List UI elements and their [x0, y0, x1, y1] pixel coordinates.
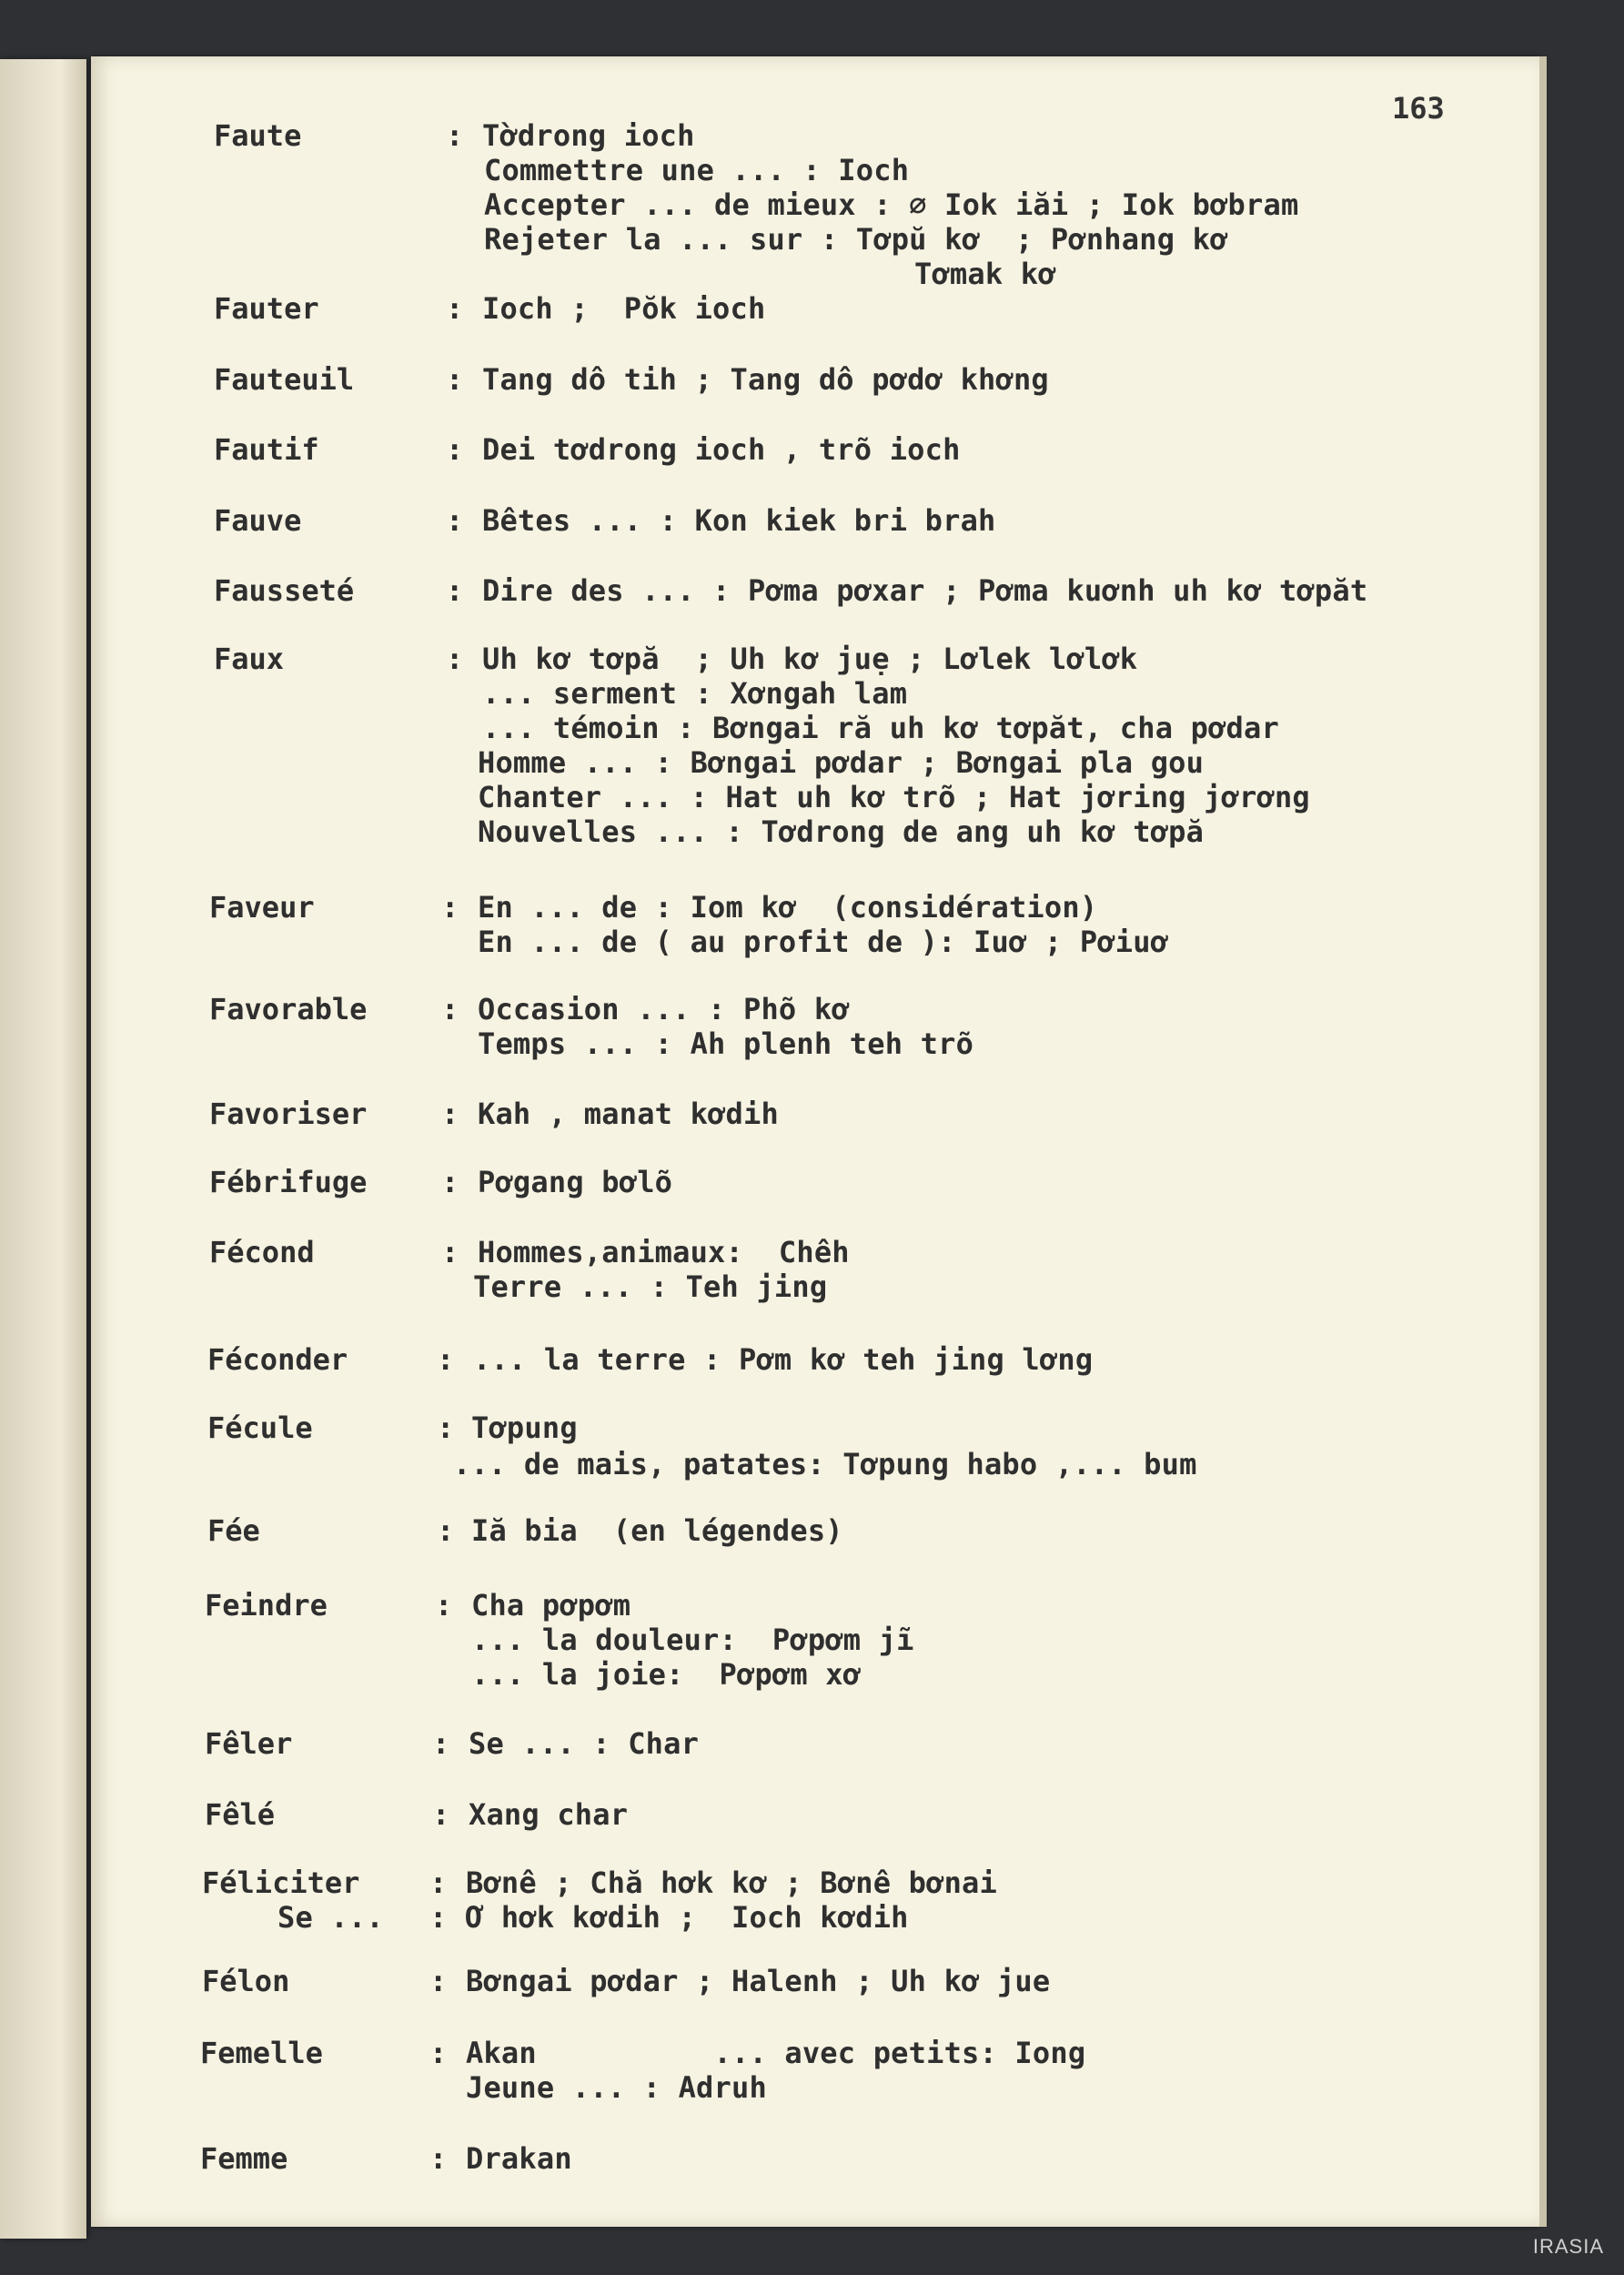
headword: Fécond	[209, 1235, 315, 1269]
watermark: IRASIA	[1532, 2235, 1604, 2258]
headword: Fécule	[207, 1410, 313, 1445]
definition-line: Tơmak kơ	[914, 257, 1056, 291]
definition-line: Bơnê ; Chă hơk kơ ; Bơnê bơnai	[466, 1866, 997, 1900]
definition-line: Tơpung	[471, 1410, 578, 1445]
sub-headword: Se ...	[277, 1900, 384, 1935]
definition-line: ... la terre : Pơm kơ teh jing lơng	[473, 1342, 1094, 1377]
definition-line: Bơngai pơdar ; Halenh ; Uh kơ jue	[466, 1964, 1051, 1998]
definition-line: Nouvelles ... : Tơdrong de ang uh kơ tơpă	[478, 814, 1205, 849]
headword: Fêlé	[205, 1797, 276, 1832]
definition-line: Temps ... : Ah plenh teh trõ	[478, 1026, 974, 1061]
colon: :	[429, 1866, 448, 1900]
colon: :	[437, 1342, 455, 1377]
definition-line: En ... de ( au profit de ): Iuơ ; Pơiuơ	[478, 925, 1169, 959]
headword: Faveur	[209, 890, 315, 925]
colon: :	[432, 1797, 450, 1832]
definition-line: Iă bia (en légendes)	[471, 1513, 843, 1548]
definition-line: En ... de : Iom kơ (considération)	[478, 890, 1098, 925]
colon: :	[429, 2141, 448, 2176]
definition-line: ... la douleur: Pơpơm jĩ	[471, 1623, 914, 1657]
definition-line: Dire des ... : Pơma pơxar ; Pơma kuơnh uh kơ tơpăt	[482, 573, 1368, 608]
headword: Fée	[207, 1513, 260, 1548]
definition-line: Cha pơpơm	[471, 1588, 631, 1623]
colon: :	[429, 1900, 448, 1935]
definition-line: Dei tơdrong ioch , trõ ioch	[482, 432, 961, 467]
colon: :	[441, 1097, 459, 1131]
definition-line: ... de mais, patates: Tơpung habo ,... bum	[453, 1447, 1197, 1481]
colon: :	[446, 291, 464, 326]
definition-line: Uh kơ tơpă ; Uh kơ juẹ ; Lơlek lơlơk	[482, 642, 1138, 676]
definition-line: ... témoin : Bơngai ră uh kơ tơpăt, cha pơdar	[482, 711, 1279, 745]
headword: Fêler	[205, 1726, 293, 1761]
page-side-edge	[1539, 56, 1547, 2227]
definition-line: Chanter ... : Hat uh kơ trõ ; Hat jơring jơrơng	[478, 780, 1310, 814]
colon: :	[441, 1235, 459, 1269]
headword: Faute	[214, 118, 302, 153]
colon: :	[441, 890, 459, 925]
definition-line: Pơgang bơlõ	[478, 1165, 673, 1199]
headword: Favoriser	[209, 1097, 368, 1131]
definition-line: Homme ... : Bơngai pơdar ; Bơngai pla gou	[478, 745, 1205, 780]
definition-line: Hommes,animaux: Chêh	[478, 1235, 850, 1269]
colon: :	[446, 503, 464, 538]
headword: Fébrifuge	[209, 1165, 368, 1199]
headword: Félon	[202, 1964, 290, 1998]
definition-line: Jeune ... : Adruh	[466, 2070, 767, 2105]
definition-line: Occasion ... : Phõ kơ	[478, 992, 850, 1026]
definition-line: ... serment : Xơngah lam	[482, 676, 908, 711]
definition-line: ... la joie: Pơpơm xơ	[471, 1657, 862, 1692]
headword: Fauter	[214, 291, 319, 326]
headword: Fauve	[214, 503, 302, 538]
definition-line: Se ... : Char	[469, 1726, 700, 1761]
definition-line: Bêtes ... : Kon kiek bri brah	[482, 503, 996, 538]
headword: Féliciter	[202, 1866, 360, 1900]
colon: :	[429, 1964, 448, 1998]
definition-line: Terre ... : Teh jing	[473, 1269, 828, 1304]
colon: :	[441, 1165, 459, 1199]
headword: Faux	[214, 642, 285, 676]
headword: Favorable	[209, 992, 368, 1026]
colon: :	[432, 1726, 450, 1761]
headword: Feindre	[205, 1588, 328, 1623]
headword: Féconder	[207, 1342, 348, 1377]
headword: Fausseté	[214, 573, 355, 608]
left-page-edge	[0, 59, 86, 2239]
headword: Fauteuil	[214, 362, 355, 397]
colon: :	[446, 432, 464, 467]
colon: :	[446, 573, 464, 608]
page-number: 163	[1392, 91, 1445, 126]
definition-line: Akan ... avec petits: Iong	[466, 2036, 1086, 2070]
headword: Femme	[200, 2141, 288, 2176]
colon: :	[441, 992, 459, 1026]
definition-line: Tang dô tih ; Tang dô pơdơ khơng	[482, 362, 1049, 397]
definition-line: Accepter ... de mieux : ∅ Iok iăi ; Iok bơbram	[484, 187, 1299, 222]
colon: :	[446, 642, 464, 676]
colon: :	[446, 362, 464, 397]
colon: :	[429, 2036, 448, 2070]
colon: :	[437, 1410, 455, 1445]
headword: Femelle	[200, 2036, 323, 2070]
definition-line: Ioch ; Pŏk ioch	[482, 291, 766, 326]
definition-line: Rejeter la ... sur : Tơpŭ kơ ; Pơnhang kơ	[484, 222, 1228, 257]
definition-line: Kah , manat kơdih	[478, 1097, 779, 1131]
colon: :	[437, 1513, 455, 1548]
colon: :	[446, 118, 464, 153]
definition-line: Tờdrong ioch	[482, 118, 695, 153]
definition-line: Ơ hơk kơdih ; Ioch kơdih	[466, 1900, 909, 1935]
definition-line: Drakan	[466, 2141, 572, 2176]
definition-line: Xang char	[469, 1797, 629, 1832]
headword: Fautif	[214, 432, 319, 467]
colon: :	[435, 1588, 453, 1623]
definition-line: Commettre une ... : Ioch	[484, 153, 910, 187]
